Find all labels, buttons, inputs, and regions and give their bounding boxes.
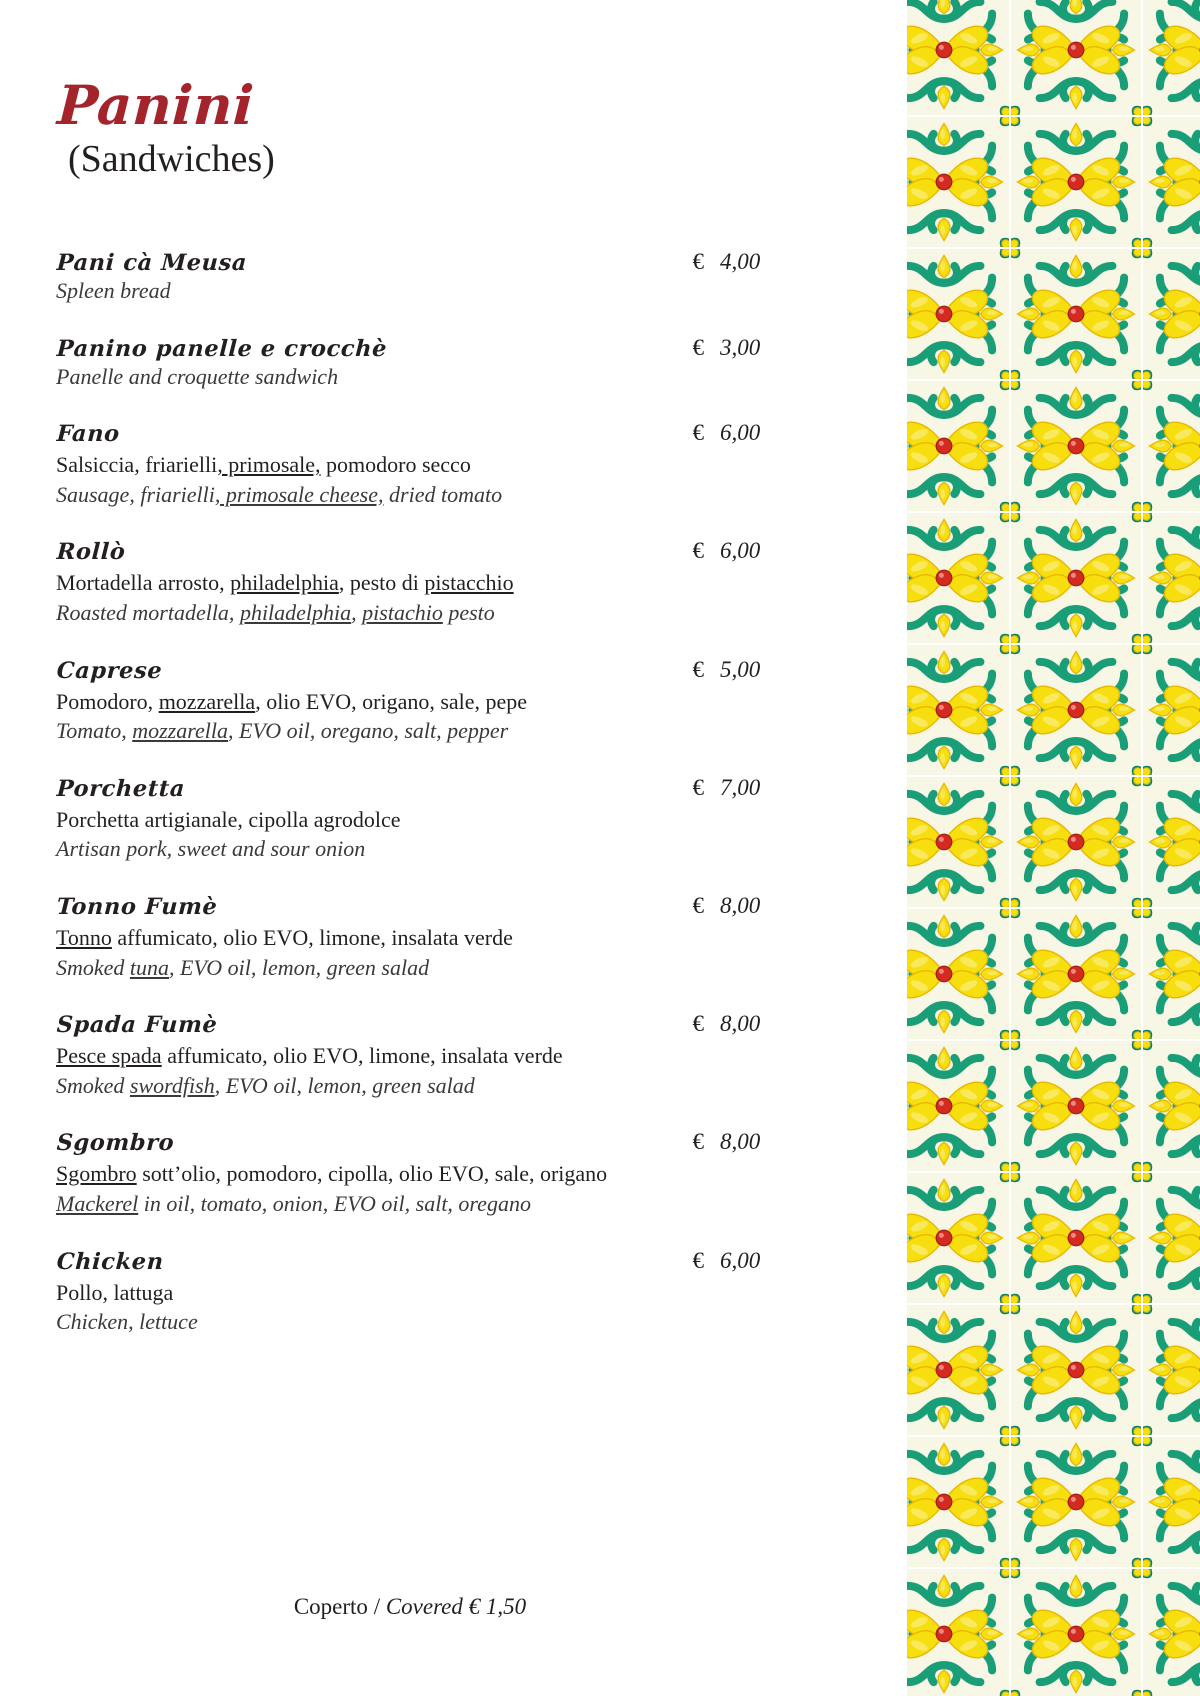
majolica-tile-icon xyxy=(1143,0,1200,115)
menu-item-list xyxy=(56,250,778,1367)
majolica-tile-icon xyxy=(1011,777,1141,907)
euro-symbol: € xyxy=(692,1129,704,1155)
majolica-tile-icon xyxy=(907,381,1009,511)
menu-item-name: Tonno Fumè xyxy=(56,893,219,920)
majolica-tile xyxy=(907,116,1010,248)
euro-symbol: € xyxy=(692,1011,704,1037)
menu-item xyxy=(56,894,778,982)
majolica-tile xyxy=(1010,512,1142,644)
menu-item-description-en: Chicken, lettuce xyxy=(56,1309,198,1335)
menu-item xyxy=(56,1130,778,1218)
majolica-tile xyxy=(907,776,1010,908)
majolica-tile xyxy=(1010,908,1142,1040)
menu-item-header xyxy=(56,894,778,920)
menu-item-price xyxy=(693,249,779,275)
majolica-tile xyxy=(907,1304,1010,1436)
menu-item-price xyxy=(693,420,779,446)
menu-item xyxy=(56,776,778,864)
majolica-tile xyxy=(1010,0,1142,116)
cover-charge-separator: / xyxy=(373,1594,381,1619)
menu-item-description-it: Porchetta artigianale, cipolla agrodolce xyxy=(56,806,401,832)
menu-item-description-en: Spleen bread xyxy=(56,278,171,303)
majolica-tile-icon xyxy=(907,1305,1009,1435)
menu-item-description-en: Panelle and croquette sandwich xyxy=(56,363,339,389)
menu-item-price-value: 8,00 xyxy=(720,1129,761,1155)
menu-item-price-value: 3,00 xyxy=(720,334,761,360)
majolica-tile xyxy=(1010,776,1142,908)
majolica-tile-icon xyxy=(1011,0,1141,115)
majolica-tile-icon xyxy=(1011,381,1141,511)
menu-item-description-it: Sgombro sott’olio, pomodoro, cipolla, olio EVO, sale, origano xyxy=(56,1161,608,1187)
cover-charge-label-it: Coperto xyxy=(293,1594,368,1619)
euro-symbol: € xyxy=(692,334,704,360)
majolica-tile-icon xyxy=(1143,645,1200,775)
euro-symbol: € xyxy=(692,774,704,800)
majolica-tile xyxy=(1010,1568,1142,1696)
majolica-tile xyxy=(907,248,1010,380)
menu-item xyxy=(56,336,778,392)
majolica-tile xyxy=(1142,512,1200,644)
majolica-tile-icon xyxy=(1143,1173,1200,1303)
majolica-tile xyxy=(907,512,1010,644)
majolica-tile-icon xyxy=(907,249,1009,379)
majolica-tile-icon xyxy=(907,777,1009,907)
menu-item-price-value: 6,00 xyxy=(720,1247,761,1273)
menu-item-header xyxy=(56,250,778,276)
menu-item xyxy=(56,539,778,627)
menu-item-price-value: 7,00 xyxy=(720,774,761,800)
majolica-tile xyxy=(1010,116,1142,248)
majolica-tile xyxy=(1142,380,1200,512)
menu-item-name: Pani cà Meusa xyxy=(56,250,248,276)
majolica-tile-icon xyxy=(1011,1041,1141,1171)
majolica-tile xyxy=(1142,1304,1200,1436)
menu-item-description-it: Pomodoro, mozzarella, olio EVO, origano, sale, pepe xyxy=(56,688,528,714)
majolica-tile xyxy=(907,1568,1010,1696)
majolica-tile-icon xyxy=(1011,645,1141,775)
majolica-tile-icon xyxy=(1143,1569,1200,1696)
menu-item-header xyxy=(56,336,778,362)
majolica-tile-icon xyxy=(1143,777,1200,907)
menu-item xyxy=(56,658,778,746)
majolica-tile-icon xyxy=(907,1437,1009,1567)
menu-item xyxy=(56,421,778,509)
decorative-tile-strip xyxy=(907,0,1200,1696)
majolica-tile-icon xyxy=(1011,1437,1141,1567)
majolica-tile-icon xyxy=(1143,1305,1200,1435)
majolica-tile xyxy=(1010,1172,1142,1304)
majolica-tile-icon xyxy=(1143,117,1200,247)
majolica-tile xyxy=(1142,248,1200,380)
majolica-tile xyxy=(1142,0,1200,116)
majolica-tile-icon xyxy=(1011,513,1141,643)
majolica-tile-icon xyxy=(1011,249,1141,379)
menu-item-price-value: 4,00 xyxy=(720,249,761,274)
majolica-tile xyxy=(1142,1436,1200,1568)
menu-item-price-value: 8,00 xyxy=(720,1011,761,1037)
menu-item-description-en: Roasted mortadella, philadelphia, pistachio pesto xyxy=(56,599,495,625)
menu-item-header xyxy=(56,1130,778,1156)
majolica-tile xyxy=(1142,776,1200,908)
majolica-tile xyxy=(1142,1568,1200,1696)
menu-item-description-it: Pollo, lattuga xyxy=(56,1279,174,1305)
menu-item-price-value: 6,00 xyxy=(720,420,761,446)
majolica-tile xyxy=(1142,908,1200,1040)
majolica-tile-icon xyxy=(1143,513,1200,643)
menu-item-description-en: Mackerel in oil, tomato, onion, EVO oil, salt, oregano xyxy=(56,1190,531,1216)
menu-item-price xyxy=(693,538,779,564)
majolica-tile xyxy=(907,1436,1010,1568)
majolica-tile xyxy=(907,644,1010,776)
menu-item-name: Spada Fumè xyxy=(56,1012,219,1039)
menu-item-description-it: Mortadella arrosto, philadelphia, pesto di pistacchio xyxy=(56,570,514,596)
majolica-tile-icon xyxy=(1143,909,1200,1039)
menu-item-description-en: Artisan pork, sweet and sour onion xyxy=(56,836,366,862)
menu-item-name: Rollò xyxy=(56,539,127,566)
menu-item-price xyxy=(693,893,779,919)
page-subtitle: (Sandwiches) xyxy=(68,138,275,181)
majolica-tile-icon xyxy=(907,1173,1009,1303)
menu-item-name: Fano xyxy=(56,421,121,448)
menu-item-header xyxy=(56,776,778,802)
euro-symbol: € xyxy=(692,249,704,274)
cover-charge-label-en: Covered € 1,50 xyxy=(385,1594,527,1619)
menu-item-description-it: Salsiccia, friarielli, primosale, pomodoro secco xyxy=(56,452,471,478)
menu-item-price-value: 5,00 xyxy=(720,656,761,682)
majolica-tile-icon xyxy=(907,117,1009,247)
majolica-tile xyxy=(1010,1436,1142,1568)
menu-item-price xyxy=(693,657,779,683)
majolica-tile-icon xyxy=(907,909,1009,1039)
majolica-tile-icon xyxy=(1143,1041,1200,1171)
menu-item xyxy=(56,250,778,306)
menu-item-header xyxy=(56,1249,778,1275)
euro-symbol: € xyxy=(692,420,704,446)
euro-symbol: € xyxy=(692,656,704,682)
majolica-tile xyxy=(907,0,1010,116)
majolica-tile xyxy=(1142,116,1200,248)
majolica-tile-icon xyxy=(907,1569,1009,1696)
menu-item-description-en: Smoked swordfish, EVO oil, lemon, green salad xyxy=(56,1072,475,1098)
menu-item-name: Caprese xyxy=(56,657,163,684)
majolica-tile-icon xyxy=(1143,249,1200,379)
menu-item-name: Panino panelle e crocchè xyxy=(56,335,388,362)
menu-item-description-en: Sausage, friarielli, primosale cheese, dried tomato xyxy=(56,481,503,507)
majolica-tile-icon xyxy=(907,1041,1009,1171)
menu-item xyxy=(56,1012,778,1100)
majolica-tile-icon xyxy=(1011,909,1141,1039)
majolica-tile xyxy=(907,908,1010,1040)
majolica-tile-icon xyxy=(907,645,1009,775)
menu-item-header xyxy=(56,1012,778,1038)
menu-item-description-it: Tonno affumicato, olio EVO, limone, insalata verde xyxy=(56,924,513,950)
majolica-tile-icon xyxy=(907,0,1009,115)
majolica-tile xyxy=(907,380,1010,512)
majolica-tile xyxy=(1010,644,1142,776)
majolica-tile-icon xyxy=(1011,1173,1141,1303)
menu-item-header xyxy=(56,421,778,447)
majolica-tile-icon xyxy=(1143,1437,1200,1567)
menu-item-price xyxy=(693,1129,779,1155)
menu-item-price xyxy=(693,335,779,361)
menu-item-description-en: Tomato, mozzarella, EVO oil, oregano, salt, pepper xyxy=(56,718,509,744)
menu-item-name: Sgombro xyxy=(56,1130,175,1157)
menu-item-price xyxy=(693,1248,779,1274)
majolica-tile xyxy=(907,1040,1010,1172)
majolica-tile-icon xyxy=(1011,1305,1141,1435)
majolica-tile xyxy=(907,1172,1010,1304)
majolica-tile xyxy=(1142,644,1200,776)
menu-item-price xyxy=(693,775,779,801)
majolica-tile-icon xyxy=(1143,381,1200,511)
menu-item-price-value: 6,00 xyxy=(720,538,761,564)
menu-header xyxy=(55,73,756,183)
menu-item-description-en: Smoked tuna, EVO oil, lemon, green salad xyxy=(56,954,430,980)
majolica-tile xyxy=(1010,248,1142,380)
majolica-tile xyxy=(1142,1172,1200,1304)
menu-item-description-it: Pesce spada affumicato, olio EVO, limone, insalata verde xyxy=(56,1043,563,1069)
majolica-tile-icon xyxy=(1011,1569,1141,1696)
majolica-tile xyxy=(1142,1040,1200,1172)
menu-item xyxy=(56,1249,778,1337)
majolica-tile xyxy=(1010,1040,1142,1172)
menu-item-price-value: 8,00 xyxy=(720,892,761,918)
menu-item-header xyxy=(56,658,778,684)
euro-symbol: € xyxy=(692,892,704,918)
majolica-tile xyxy=(1010,380,1142,512)
majolica-tile-icon xyxy=(1011,117,1141,247)
footer-cover-charge xyxy=(0,1594,820,1620)
euro-symbol: € xyxy=(692,538,704,564)
menu-item-name: Chicken xyxy=(56,1248,165,1275)
majolica-tile xyxy=(1010,1304,1142,1436)
menu-item-price xyxy=(693,1011,779,1037)
majolica-tile-icon xyxy=(907,513,1009,643)
euro-symbol: € xyxy=(692,1247,704,1273)
page-title: Panini xyxy=(55,73,256,137)
menu-item-name: Porchetta xyxy=(56,775,186,802)
menu-item-header xyxy=(56,539,778,565)
